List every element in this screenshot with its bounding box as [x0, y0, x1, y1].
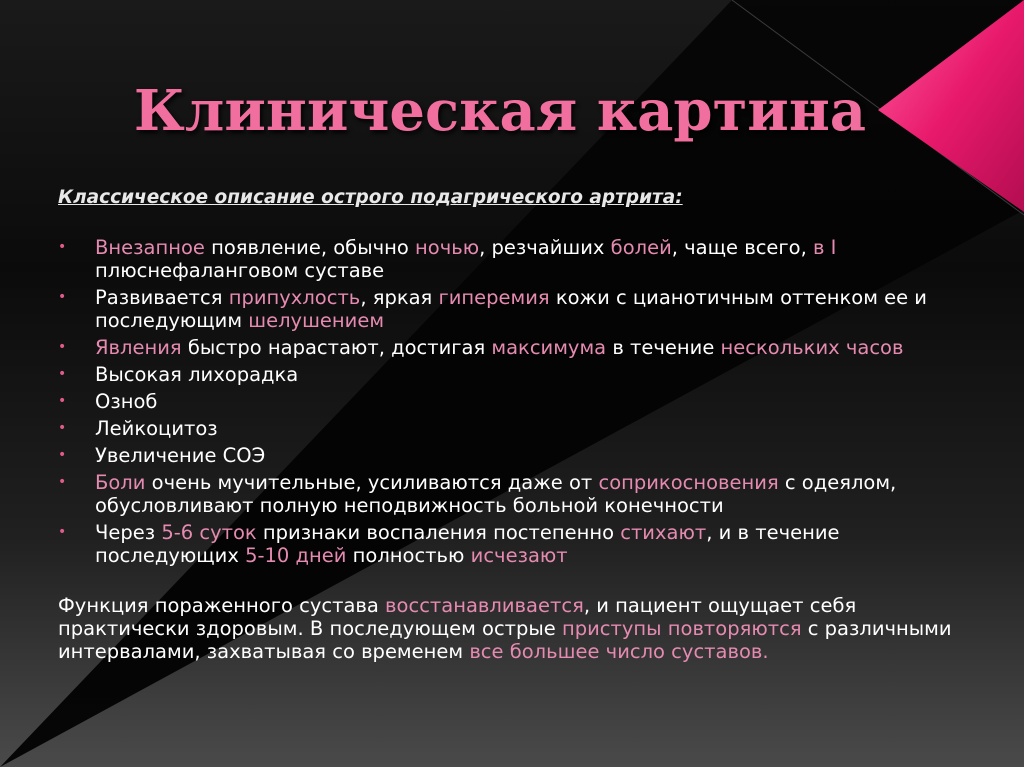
text-segment: Озноб [95, 390, 158, 413]
bullet-icon: • [58, 447, 67, 463]
bullet-icon: • [58, 474, 67, 490]
highlighted-text: в I [812, 236, 837, 259]
highlighted-text: Внезапное [95, 236, 205, 259]
bullet-item [58, 444, 958, 467]
slide-subtitle: Классическое описание острого подагрического артрита: [58, 187, 683, 208]
bullet-icon: • [58, 289, 67, 305]
bullet-icon: • [58, 339, 67, 355]
bullet-icon: • [58, 366, 67, 382]
text-segment: очень мучительные, усиливаются даже от [145, 471, 599, 494]
bullet-icon: • [58, 393, 67, 409]
text-segment: признаки воспаления постепенно [256, 521, 621, 544]
highlighted-text: 5-6 суток [161, 521, 257, 544]
highlighted-text: стихают [620, 521, 707, 544]
text-segment: Высокая лихорадка [95, 363, 299, 386]
highlighted-text: припухлость [228, 286, 361, 309]
text-segment: Функция пораженного сустава [58, 594, 386, 617]
highlighted-text: приступы повторяются [562, 617, 802, 640]
text-segment: кожи с цианотичным оттенком ее и последующим [95, 286, 927, 332]
bullet-item [58, 363, 958, 386]
highlighted-text: Явления [95, 336, 182, 359]
bullet-item [58, 417, 958, 440]
highlighted-text: ночью [415, 236, 480, 259]
highlighted-text: нескольких часов [720, 336, 904, 359]
bullet-list [58, 236, 958, 567]
text-segment: в течение [606, 336, 721, 359]
highlighted-text: шелушением [248, 309, 385, 332]
bullet-item [58, 390, 958, 413]
text-segment: , и в течение последующих [95, 521, 840, 567]
bullet-icon: • [58, 420, 67, 436]
highlighted-text: болей [610, 236, 672, 259]
text-segment: Через [95, 521, 162, 544]
text-segment: плюснефаланговом суставе [95, 259, 385, 282]
highlighted-text: максимума [491, 336, 607, 359]
bullet-icon: • [58, 524, 67, 540]
slide-content [58, 186, 958, 683]
text-segment: Лейкоцитоз [95, 417, 218, 440]
text-segment: появление, обычно [204, 236, 416, 259]
highlighted-text: все большее число суставов. [469, 640, 769, 663]
text-segment: , резчайших [479, 236, 611, 259]
text-segment: Увеличение СОЭ [95, 444, 266, 467]
highlighted-text: гиперемия [438, 286, 550, 309]
highlighted-text: 5-10 дней [245, 544, 347, 567]
bullet-item [58, 471, 958, 517]
highlighted-text: Боли [95, 471, 146, 494]
text-segment: Развивается [95, 286, 229, 309]
bullet-item [58, 236, 958, 282]
text-segment: полностью [346, 544, 471, 567]
bullet-icon: • [58, 239, 67, 255]
bullet-item [58, 286, 958, 332]
highlighted-text: соприкосновения [598, 471, 779, 494]
closing-paragraph [58, 594, 958, 663]
text-segment: с различными интервалами, захватывая со временем [58, 617, 952, 663]
text-segment: , чаще всего, [671, 236, 813, 259]
bullet-item [58, 521, 958, 567]
text-segment: быстро нарастают, достигая [181, 336, 492, 359]
text-segment: с одеялом, обусловливают полную неподвижность больной конечности [95, 471, 897, 517]
highlighted-text: исчезают [470, 544, 568, 567]
text-segment: , яркая [360, 286, 439, 309]
slide-title: Клиническая картина [133, 78, 867, 144]
text-segment: , и пациент ощущает себя практически здоровым. В последующем острые [58, 594, 857, 640]
highlighted-text: восстанавливается [385, 594, 584, 617]
bullet-item [58, 336, 958, 359]
